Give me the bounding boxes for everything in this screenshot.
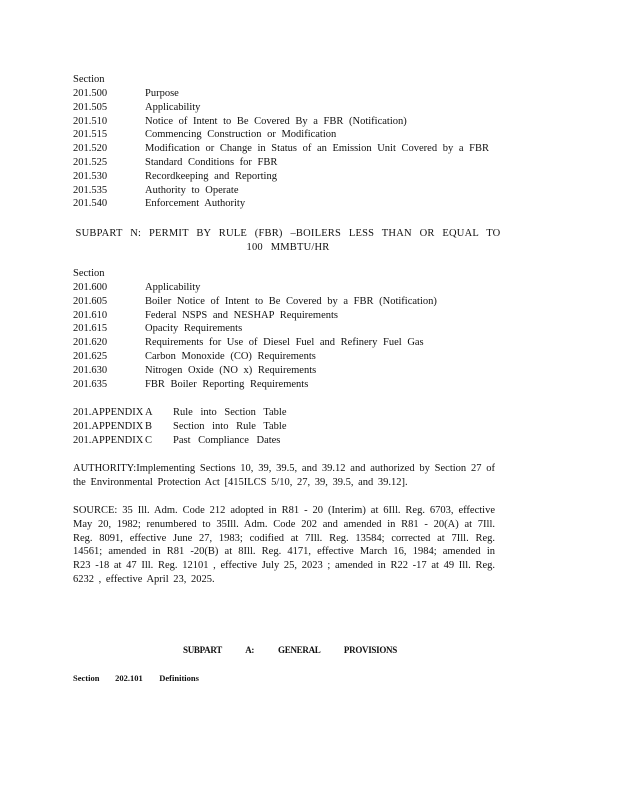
section-number: 201.530 xyxy=(73,170,108,182)
appendix-ref: 201.APPENDIX xyxy=(73,434,144,446)
section-number: 201.625 xyxy=(73,350,108,362)
toc-list xyxy=(73,281,503,391)
section-title: Opacity Requirements xyxy=(145,323,243,335)
section-number: 201.525 xyxy=(73,156,108,168)
section-number: 201.600 xyxy=(73,282,108,293)
section-title: FBR Boiler Reporting Requirements xyxy=(145,378,309,390)
appendix-entry xyxy=(73,420,503,434)
authority-note: AUTHORITY:Implementing Sections 10, 39, 39.5, and 39.12 and authorized by Section 27 of the Environmental Protection Act [415ILCS 5/10, 27, 39, 39.5, and 39.12]. xyxy=(73,463,495,488)
section-number: 201.635 xyxy=(73,378,108,390)
section-number: 201.615 xyxy=(73,323,108,335)
section-number: 201.540 xyxy=(73,198,108,210)
toc-entry xyxy=(73,101,503,115)
subpart-n-line1: SUBPART N: PERMIT BY RULE (FBR) –BOILERS LESS THAN OR EQUAL TO xyxy=(75,228,501,239)
section-title: Boiler Notice of Intent to Be Covered by a FBR (Notification) xyxy=(145,295,437,307)
section-number: 201.535 xyxy=(73,184,108,196)
section-title: Federal NSPS and NESHAP Requirements xyxy=(145,309,339,321)
section-number: 202.101 xyxy=(115,673,143,683)
toc-entry xyxy=(73,295,503,309)
section-number: 201.605 xyxy=(73,295,108,307)
section-title: Authority to Operate xyxy=(145,184,239,196)
section-number: 201.515 xyxy=(73,129,108,141)
toc-entry xyxy=(73,336,503,350)
section-title: Definitions xyxy=(159,673,199,683)
appendix-title: Past Compliance Dates xyxy=(173,434,281,446)
subpart-a-heading: SUBPART A: GENERAL PROVISIONS xyxy=(183,645,397,655)
section-number: 201.505 xyxy=(73,101,108,113)
toc-entry xyxy=(73,142,503,156)
toc-entry xyxy=(73,156,503,170)
appendix-letter: C xyxy=(145,434,153,446)
toc-entry xyxy=(73,87,503,101)
toc-heading: Section xyxy=(73,74,105,85)
section-number: 201.500 xyxy=(73,88,108,99)
section-title: Applicability xyxy=(145,282,201,293)
toc-heading: Section xyxy=(73,268,105,279)
toc-entry xyxy=(73,184,503,198)
section-label: Section xyxy=(73,673,100,683)
section-title: Nitrogen Oxide (NO x) Requirements xyxy=(145,364,317,376)
section-title: Applicability xyxy=(145,101,201,113)
section-number: 201.630 xyxy=(73,364,108,376)
section-202-101 xyxy=(73,673,199,683)
section-number: 201.610 xyxy=(73,309,108,321)
toc-subpart-o xyxy=(73,267,503,391)
toc-entry xyxy=(73,322,503,336)
section-title: Standard Conditions for FBR xyxy=(145,156,278,168)
section-title: Purpose xyxy=(145,88,179,99)
toc-entry xyxy=(73,170,503,184)
appendix-title: Section into Rule Table xyxy=(173,420,287,432)
appendix-letter: B xyxy=(145,420,153,432)
subpart-n-heading xyxy=(73,227,503,254)
section-title: Notice of Intent to Be Covered By a FBR (Notification) xyxy=(145,115,407,127)
section-number: 201.510 xyxy=(73,115,108,127)
appendix-entry xyxy=(73,406,503,420)
subpart-n-line2: 100 MMBTU/HR xyxy=(246,241,330,253)
toc-list xyxy=(73,87,503,211)
appendix-entry xyxy=(73,434,503,448)
section-title: Modification or Change in Status of an Emission Unit Covered by a FBR xyxy=(145,143,489,155)
appendix-ref: 201.APPENDIX xyxy=(73,420,144,432)
appendix-letter: A xyxy=(145,407,153,418)
section-title: Carbon Monoxide (CO) Requirements xyxy=(145,350,316,362)
toc-entry xyxy=(73,115,503,129)
section-title: Recordkeeping and Reporting xyxy=(145,170,277,182)
toc-entry xyxy=(73,128,503,142)
toc-entry xyxy=(73,281,503,295)
toc-entry xyxy=(73,309,503,323)
section-title: Enforcement Authority xyxy=(145,198,246,210)
section-title: Commencing Construction or Modification xyxy=(145,129,337,141)
toc-entry xyxy=(73,378,503,392)
toc-entry xyxy=(73,197,503,211)
section-title: Requirements for Use of Diesel Fuel and Refinery Fuel Gas xyxy=(145,337,424,349)
section-number: 201.520 xyxy=(73,143,108,155)
appendix-title: Rule into Section Table xyxy=(173,407,287,418)
toc-entry xyxy=(73,364,503,378)
toc-entry xyxy=(73,350,503,364)
appendix-ref: 201.APPENDIX xyxy=(73,407,144,418)
toc-subpart-n xyxy=(73,73,503,211)
section-number: 201.620 xyxy=(73,337,108,349)
appendix-list xyxy=(73,406,503,447)
source-note: SOURCE: 35 Ill. Adm. Code 212 adopted in R81 - 20 (Interim) at 6Ill. Reg. 6703, effective May 20, 1982; renumbered to 35Ill. Adm. Code 202 and amended in R81 - 20(A) at 7Ill. Reg. 8091, effective June 27, 1983; codified at 7Ill. Reg. 13584; corrected at 7Ill. Reg. 14561; amended in R81 -20(B) at 8Ill. Reg. 4171, effective March 16, 1984; amended in R23 -18 at 47 Ill. Reg. 12101 , effective July 25, 2023 ; amended in R22 -17 at 49 Ill. Reg. 6232 , effective April 23, 2025. xyxy=(73,505,495,585)
